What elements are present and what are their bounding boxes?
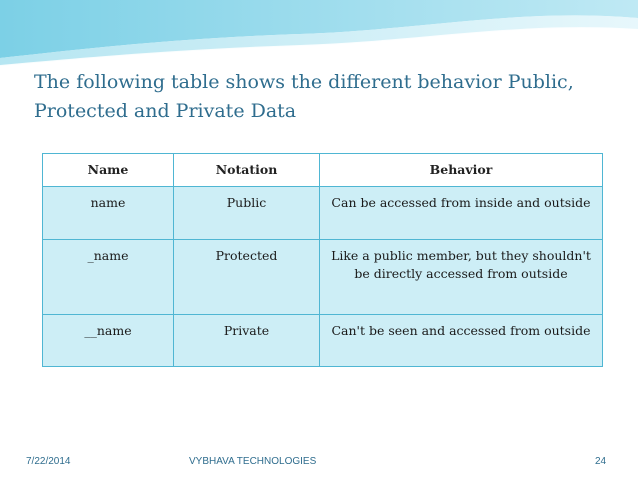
footer-page-number: 24 (595, 456, 607, 467)
slide-title: The following table shows the different behavior Public, Protected and Private Data (34, 71, 574, 122)
footer-date: 7/22/2014 (26, 456, 71, 467)
cell-name: name (43, 187, 174, 240)
cell-notation: Public (174, 187, 320, 240)
table-row (43, 315, 603, 367)
footer-organization: VYBHAVA TECHNOLOGIES (189, 456, 317, 467)
cell-behavior: Can't be seen and accessed from outside (320, 315, 603, 367)
header-notation: Notation (174, 154, 320, 187)
cell-notation: Protected (174, 240, 320, 315)
header-name: Name (43, 154, 174, 187)
header-behavior: Behavior (320, 154, 603, 187)
cell-name: __name (43, 315, 174, 367)
cell-behavior: Can be accessed from inside and outside (320, 187, 603, 240)
behavior-table (42, 153, 603, 367)
cell-name: _name (43, 240, 174, 315)
table-row (43, 240, 603, 315)
table-row (43, 187, 603, 240)
cell-notation: Private (174, 315, 320, 367)
table-header-row (43, 154, 603, 187)
cell-behavior: Like a public member, but they shouldn't be directly accessed from outside (320, 240, 603, 315)
